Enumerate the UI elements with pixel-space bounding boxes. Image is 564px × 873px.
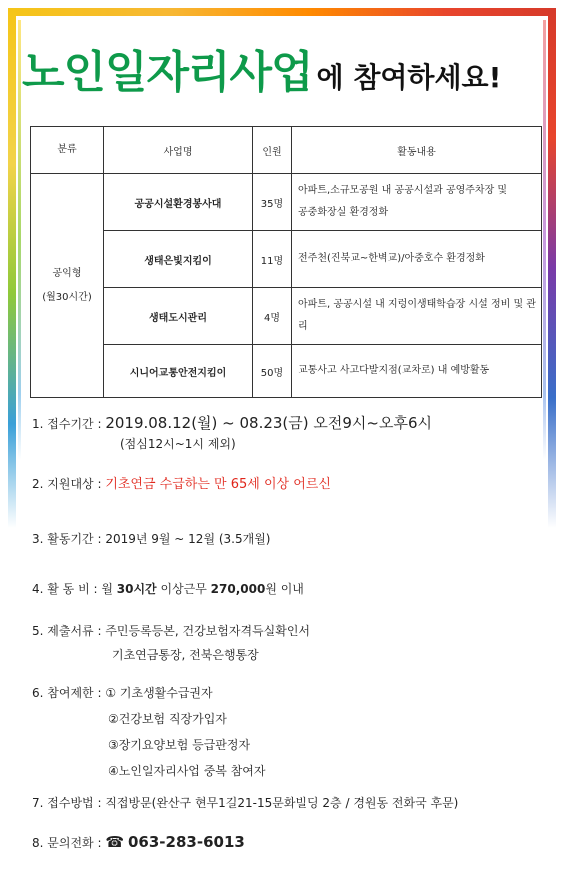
table-row [31, 288, 542, 345]
table-header-row [31, 127, 542, 174]
table-row [31, 174, 542, 231]
decorative-top-border [8, 8, 556, 16]
program-people: 4명 [253, 288, 292, 345]
reception-label: 1. 접수기간 : [32, 417, 106, 431]
info-phone [32, 833, 245, 851]
restrict-item: ③장기요양보험 등급판정자 [108, 738, 251, 752]
category-hours: (월30시간) [42, 291, 92, 303]
page-title [22, 36, 501, 100]
program-people: 35명 [253, 174, 292, 231]
program-people: 11명 [253, 231, 292, 288]
target-label: 2. 지원대상 : [32, 477, 106, 491]
period-label: 3. 활동기간 : [32, 532, 106, 546]
header-people: 인원 [253, 127, 292, 174]
program-activity: 교통사고 사고다발지점(교차로) 내 예방활동 [292, 345, 542, 398]
header-program-name: 사업명 [104, 127, 253, 174]
method-label: 7. 접수방법 : [32, 796, 106, 810]
decorative-right-border-inner [543, 20, 546, 460]
pay-amount: 270,000 [210, 582, 266, 596]
docs-line: 기초연금통장, 전북은행통장 [112, 648, 259, 662]
activity-line: 공중화장실 환경정화 [298, 207, 389, 218]
info-target [32, 473, 331, 492]
pay-value-suffix: 원 이내 [265, 582, 304, 596]
program-activity [292, 174, 542, 231]
info-period [32, 530, 270, 547]
header-activity: 활동내용 [292, 127, 542, 174]
info-docs [32, 622, 310, 639]
phone-number: 063-283-6013 [128, 833, 245, 851]
method-value: 직접방문(완산구 현무1길21-15문화빌딩 2층 / 경원동 전화국 후문) [105, 796, 459, 810]
phone-label: 8. 문의전화 : [32, 836, 106, 850]
program-activity: 전주천(진북교~한벽교)/아중호수 환경정화 [292, 231, 542, 288]
pay-label: 4. 활 동 비 : [32, 582, 102, 596]
table-row [31, 231, 542, 288]
category-label: 공익형 [52, 267, 82, 279]
reception-note: (점심12시~1시 제외) [120, 437, 236, 451]
info-pay [32, 580, 304, 597]
period-value: 2019년 9월 ~ 12월 (3.5개월) [105, 532, 271, 546]
restrict-item: ②건강보험 직장가입자 [108, 712, 227, 726]
target-value: 기초연금 수급하는 만 65세 이상 어르신 [105, 477, 331, 492]
docs-line: 주민등록등본, 건강보험자격득실확인서 [105, 624, 311, 638]
table-row [31, 345, 542, 398]
info-method [32, 794, 458, 811]
docs-label: 5. 제출서류 : [32, 624, 106, 638]
restrict-label: 6. 참여제한 : [32, 686, 106, 700]
category-cell [31, 174, 104, 398]
program-name: 생태도시관리 [104, 288, 253, 345]
decorative-left-border [8, 8, 16, 528]
title-main: 노인일자리사업 [22, 47, 313, 98]
title-suffix: 에 참여하세요! [316, 61, 502, 94]
program-name: 공공시설환경봉사대 [104, 174, 253, 231]
pay-value-prefix: 월 [101, 582, 117, 596]
program-name: 시니어교통안전지킴이 [104, 345, 253, 398]
program-name: 생태은빛지킴이 [104, 231, 253, 288]
program-activity: 아파트, 공공시설 내 지렁이생태학습장 시설 정비 및 관리 [292, 288, 542, 345]
phone-icon: ☎ [105, 833, 124, 851]
activity-line: 아파트,소규모공원 내 공공시설과 공영주차장 및 [298, 185, 508, 196]
decorative-right-border [548, 8, 556, 528]
pay-hours: 30시간 [116, 582, 157, 596]
restrict-item: ④노인일자리사업 중복 참여자 [108, 764, 266, 778]
program-table [30, 126, 542, 398]
header-category: 분류 [31, 127, 104, 174]
pay-value-mid: 이상근무 [156, 582, 211, 596]
restrict-item: ① 기초생활수급권자 [105, 686, 213, 700]
decorative-left-border-inner [18, 20, 21, 460]
info-restrict [32, 684, 213, 701]
program-people: 50명 [253, 345, 292, 398]
info-reception [32, 412, 432, 433]
reception-value: 2019.08.12(월) ~ 08.23(금) 오전9시~오후6시 [105, 414, 432, 432]
